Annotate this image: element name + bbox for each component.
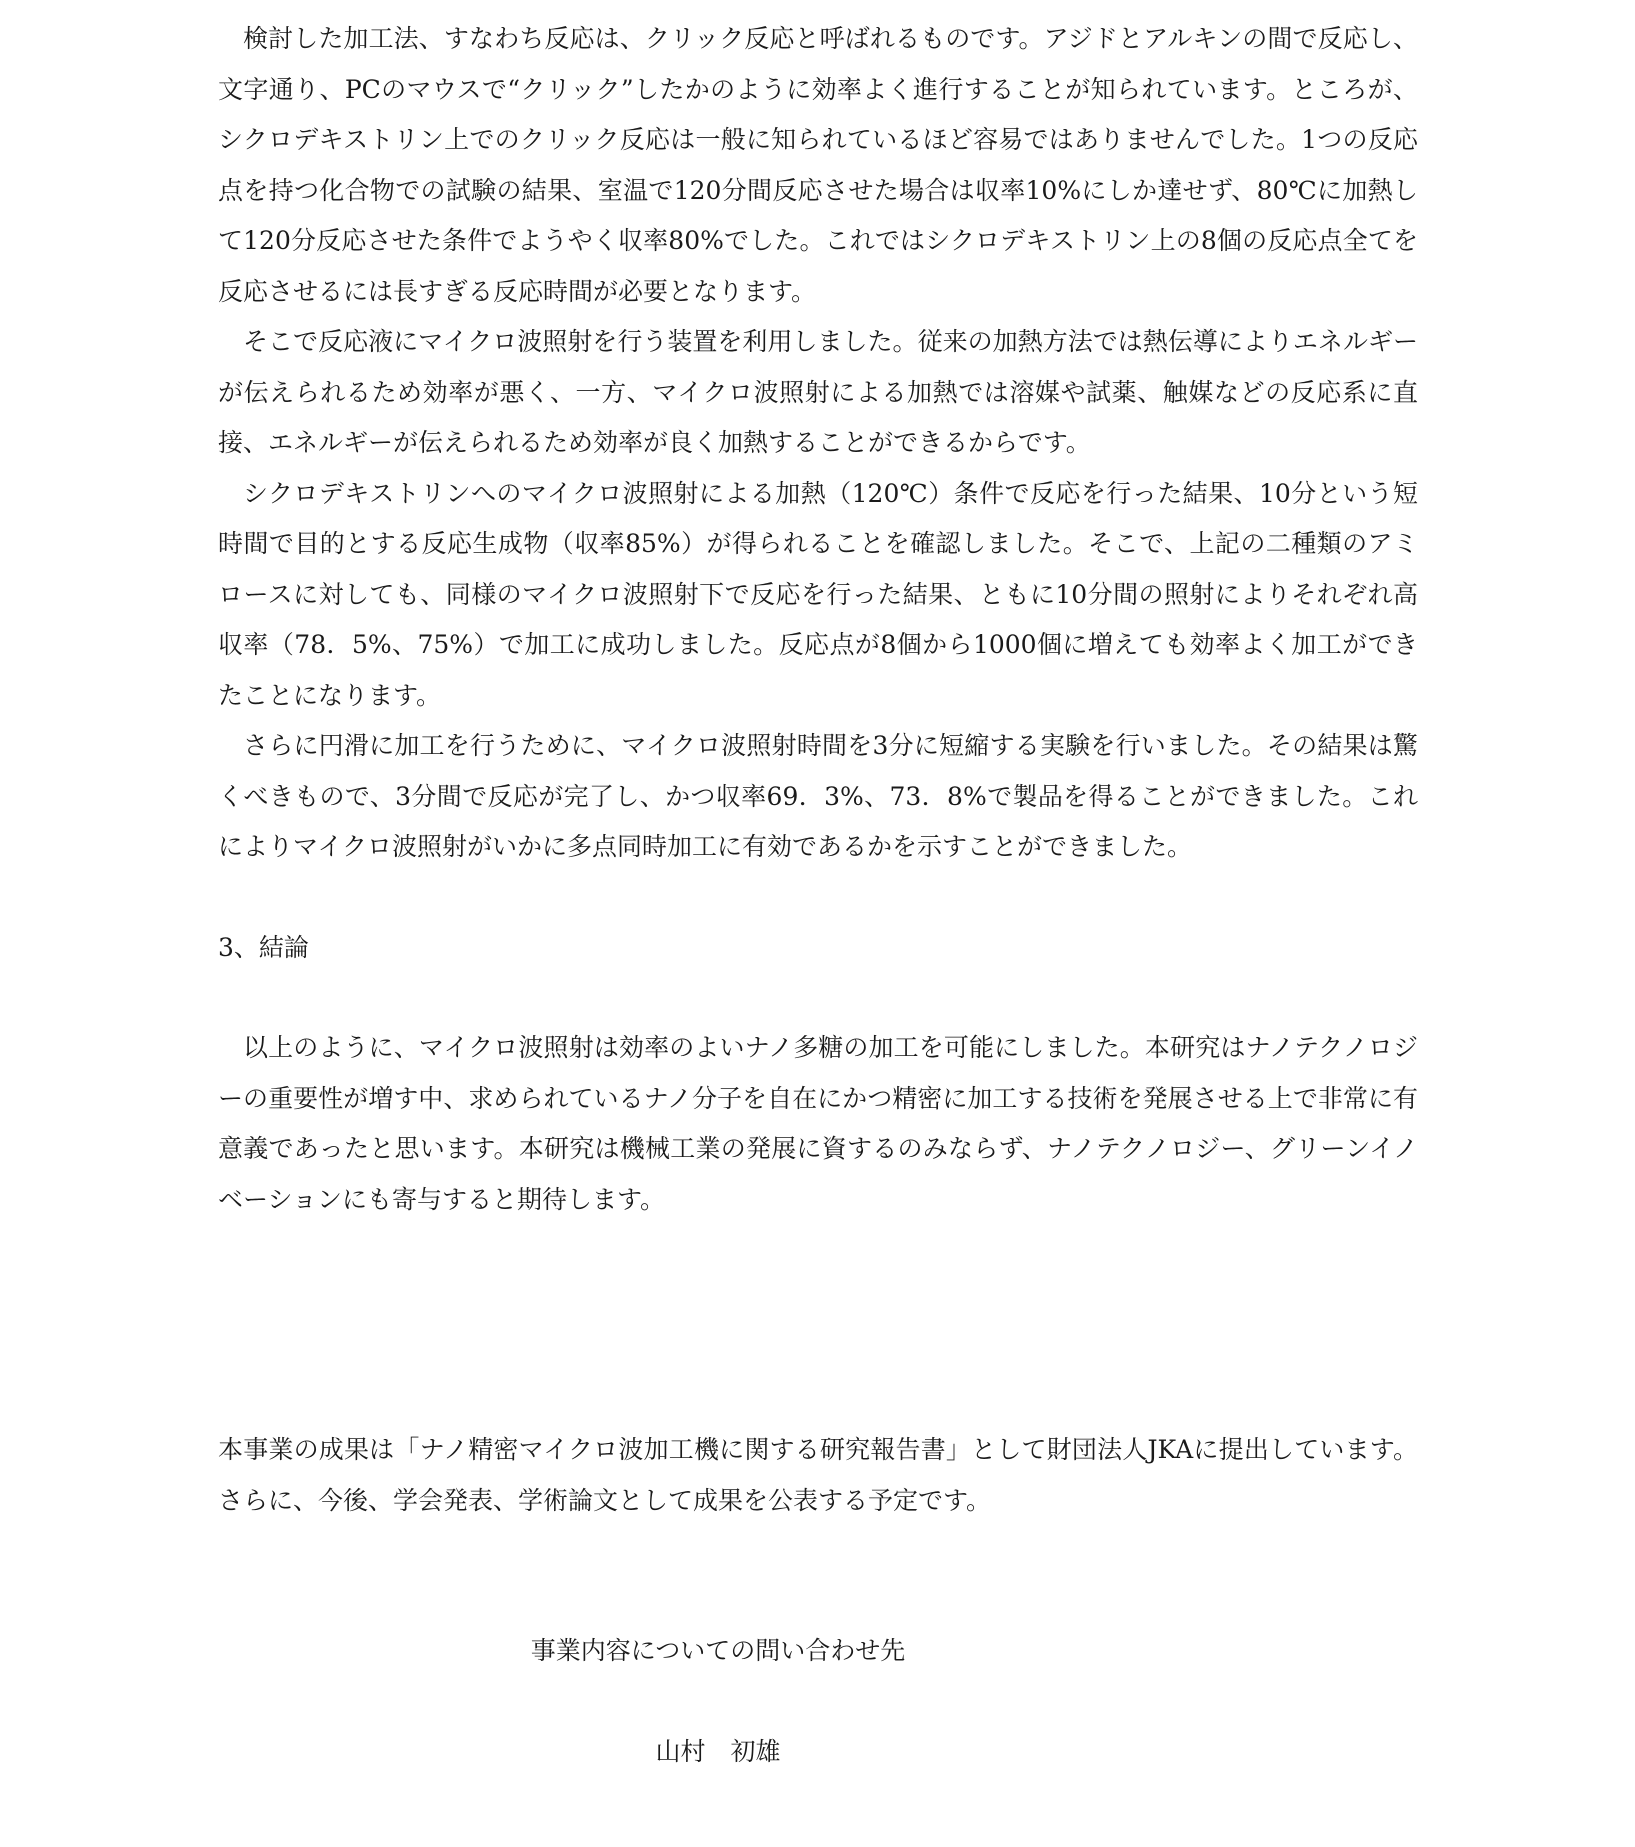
body-paragraph: 検討した加工法、すなわち反応は、クリック反応と呼ばれるものです。アジドとアルキンの間で反応し、文字通り、PCのマウスで“クリック”したかのように効率よく進行することが知られています。ところが、シクロデキストリン上でのクリック反応は一般に知られているほど容易ではありませんでした。1つの反応点を持つ化合物での試験の結果、室温で120分間反応させた場合は収率10%にしか達せず、80℃に加熱して120分反応させた条件でようやく収率80%でした。これではシクロデキストリン上の8個の反応点全てを反応させるには長すぎる反応時間が必要となります。: [218, 24, 1418, 306]
contact-name: 山村 初雄: [655, 1736, 781, 1766]
spacer: [218, 1526, 1418, 1626]
body-paragraph: そこで反応液にマイクロ波照射を行う装置を利用しました。従来の加熱方法では熱伝導によりエネルギーが伝えられるため効率が悪く、一方、マイクロ波照射による加熱では溶媒や試薬、触媒などの反応系に直接、エネルギーが伝えられるため効率が良く加熱することができるからです。: [218, 327, 1418, 457]
report-note-paragraph: 本事業の成果は「ナノ精密マイクロ波加工機に関する研究報告書」として財団法人JKAに提出しています。さらに、今後、学会発表、学術論文として成果を公表する予定です。: [218, 1435, 1418, 1515]
section-heading-conclusion: 3、結論: [218, 932, 309, 962]
body-paragraph: さらに円滑に加工を行うために、マイクロ波照射時間を3分に短縮する実験を行いました。その結果は驚くべきもので、3分間で反応が完了し、かつ収率69．3%、73．8%で製品を得ることができました。これによりマイクロ波照射がいかに多点同時加工に有効であるかを示すことができました。: [218, 731, 1418, 861]
spacer: [218, 1225, 1418, 1425]
conclusion-paragraph: 以上のように、マイクロ波照射は効率のよいナノ多糖の加工を可能にしました。本研究はナノテクノロジーの重要性が増す中、求められているナノ分子を自在にかつ精密に加工する技術を発展させる上で非常に有意義であったと思います。本研究は機械工業の発展に資するのみならず、ナノテクノロジー、グリーンイノベーションにも寄与すると期待します。: [218, 1033, 1418, 1214]
spacer: [218, 973, 1418, 1023]
document-page: [218, 14, 1418, 1777]
spacer: [218, 1677, 1418, 1727]
body-paragraph: シクロデキストリンへのマイクロ波照射による加熱（120℃）条件で反応を行った結果、10分という短時間で目的とする反応生成物（収率85%）が得られることを確認しました。そこで、上記の二種類のアミロースに対しても、同様のマイクロ波照射下で反応を行った結果、ともに10分間の照射によりそれぞれ高収率（78．5%、75%）で加工に成功しました。反応点が8個から1000個に増えても効率よく加工ができたことになります。: [218, 478, 1418, 710]
spacer: [218, 873, 1418, 923]
contact-heading: 事業内容についての問い合わせ先: [530, 1636, 906, 1665]
